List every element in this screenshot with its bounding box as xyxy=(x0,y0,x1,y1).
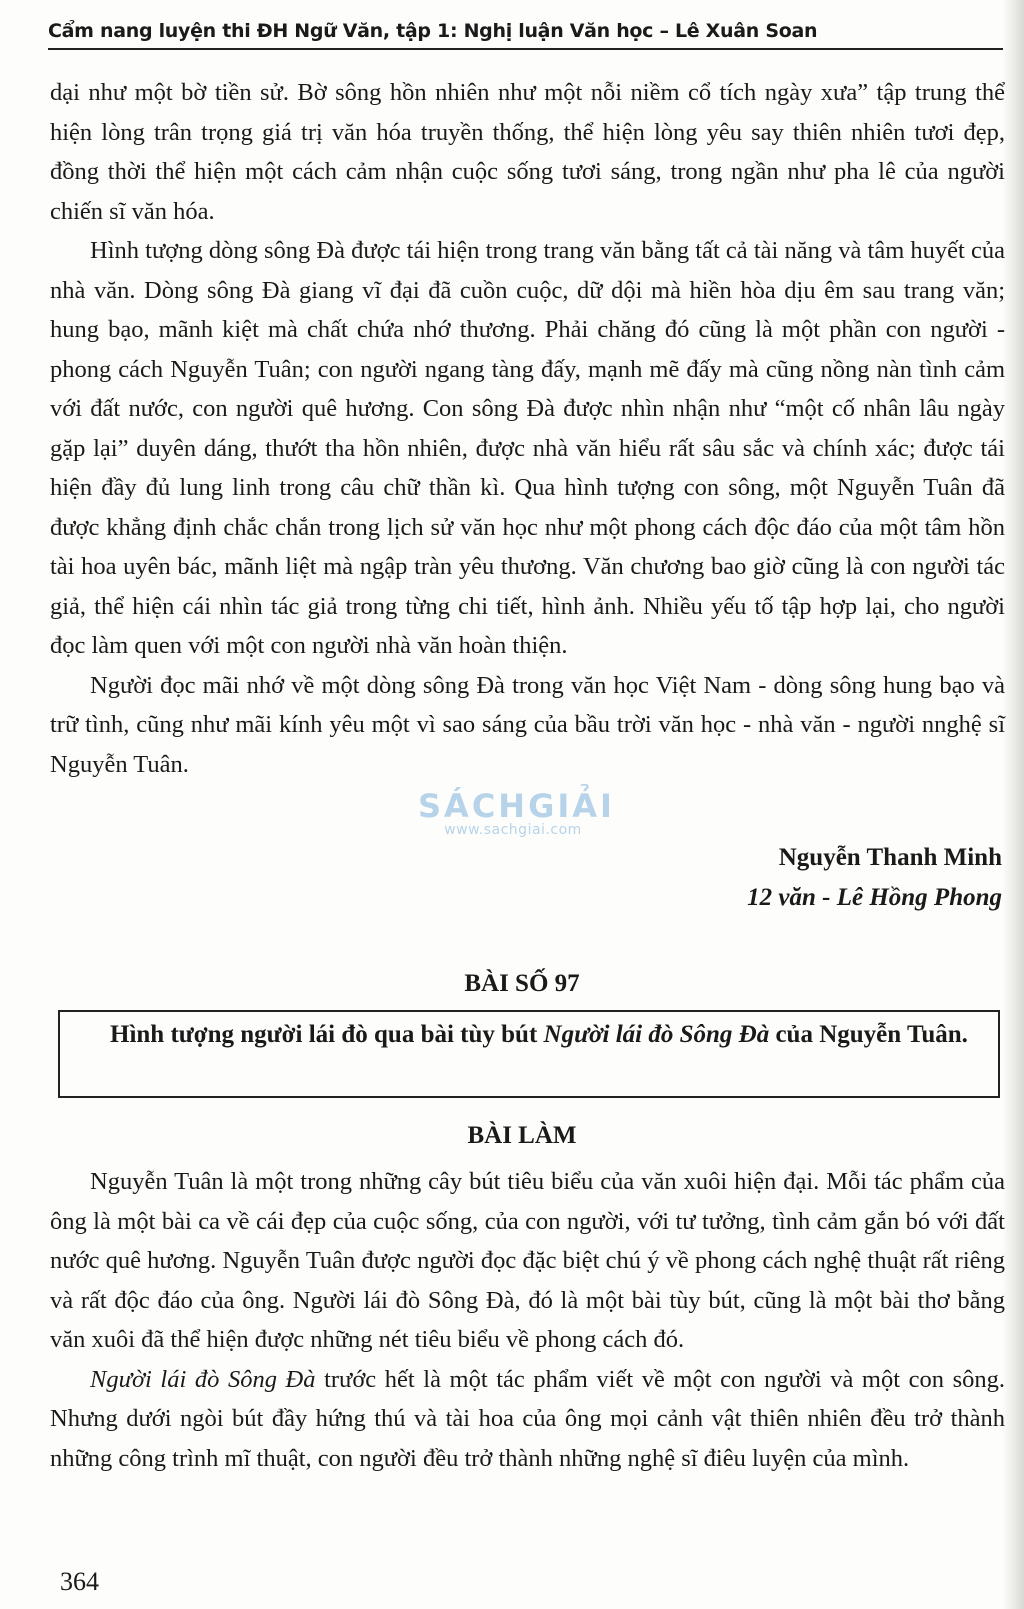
paragraph: dại như một bờ tiền sử. Bờ sông hồn nhiên như một nỗi niềm cổ tích ngày xưa” tập trung thể hiện lòng trân trọng giá trị văn hóa truyền thống, thể hiện lòng yêu say thiên nhiên tươi đẹp, đồng thời thể hiện một cách cảm nhận cuộc sống tươi sáng, trong ngần như pha lê của người chiến sĩ văn hóa. xyxy=(50,79,1005,225)
essay-continuation xyxy=(50,73,1005,784)
exercise-prompt: Hình tượng người lái đò qua bài tùy bút Người lái đò Sông Đà của Nguyễn Tuân. xyxy=(110,1021,968,1048)
page-number: 364 xyxy=(60,1567,99,1596)
author-signature: Nguyễn Thanh Minh xyxy=(778,844,1002,871)
paragraph: Hình tượng dòng sông Đà được tái hiện trong trang văn bằng tất cả tài năng và tâm huyết của nhà văn. Dòng sông Đà giang vĩ đại đã cuồn cuộc, dữ dội mà hiền hòa dịu êm sau trang văn; hung bạo, mãnh kiệt mà chất chứa nhớ thương. Phải chăng đó cũng là một phần con người - phong cách Nguyễn Tuân; con người ngang tàng đấy, mạnh mẽ đấy mà cũng nồng nàn tình cảm với đất nước, con người quê hương. Con sông Đà được nhìn nhận như “một cố nhân lâu ngày gặp lại” duyên dáng, thướt tha hồn nhiên, được nhà văn hiểu rất sâu sắc và chính xác; được tái hiện đầy đủ lung linh trong câu chữ thần kì. Qua hình tượng con sông, một Nguyễn Tuân đã được khẳng định chắc chắn trong lịch sử văn học như một phong cách độc đáo của một tâm hồn tài hoa uyên bác, mãnh liệt mà ngập tràn yêu thương. Văn chương bao giờ cũng là con người tác giả, thể hiện cái nhìn tác giả trong từng chi tiết, hình ảnh. Nhiều yếu tố tập hợp lại, cho người đọc làm quen với một con người nhà văn hoàn thiện. xyxy=(50,237,1005,659)
page-binding-shadow xyxy=(1002,0,1024,1609)
running-header-title: Cẩm nang luyện thi ĐH Ngữ Văn, tập 1: Nghị luận Văn học – Lê Xuân Soan xyxy=(48,20,818,42)
answer-heading: BÀI LÀM xyxy=(467,1122,577,1149)
running-header xyxy=(48,18,1003,50)
exercise-prompt-box xyxy=(58,1010,1000,1098)
paragraph: Người lái đò Sông Đà trước hết là một tác phẩm viết về một con người và một con sông. Nhưng dưới ngòi bút đầy hứng thú và tài hoa của ông mọi cảnh vật thiên nhiên đều trở thành những công trình mĩ thuật, con người đều trở thành những nghệ sĩ điêu luyện của mình. xyxy=(50,1365,1006,1472)
watermark-logo: SÁCHGIẢI www.sachgiai.com xyxy=(418,787,615,838)
paragraph: Nguyễn Tuân là một trong những cây bút tiêu biểu của văn xuôi hiện đại. Mỗi tác phẩm của ông là một bài ca về cái đẹp của cuộc sống, của con người, với tư tưởng, tình cảm gắn bó với đất nước quê hương. Nguyễn Tuân được người đọc đặc biệt chú ý về phong cách nghệ thuật rất riêng và rất độc đáo của ông. Người lái đò Sông Đà, đó là một bài tùy bút, cũng là một bài thơ bằng văn xuôi đã thể hiện được những nét tiêu biểu về phong cách đó. xyxy=(50,1168,1005,1353)
exercise-heading: BÀI SỐ 97 xyxy=(464,970,580,997)
paragraph: Người đọc mãi nhớ về một dòng sông Đà trong văn học Việt Nam - dòng sông hung bạo và trữ tình, cũng như mãi kính yêu một vì sao sáng của bầu trời văn học - nhà văn - người nnghệ sĩ Nguyễn Tuân. xyxy=(50,671,1005,778)
answer-text xyxy=(50,1162,1005,1478)
author-class: 12 văn - Lê Hồng Phong xyxy=(747,884,1002,911)
